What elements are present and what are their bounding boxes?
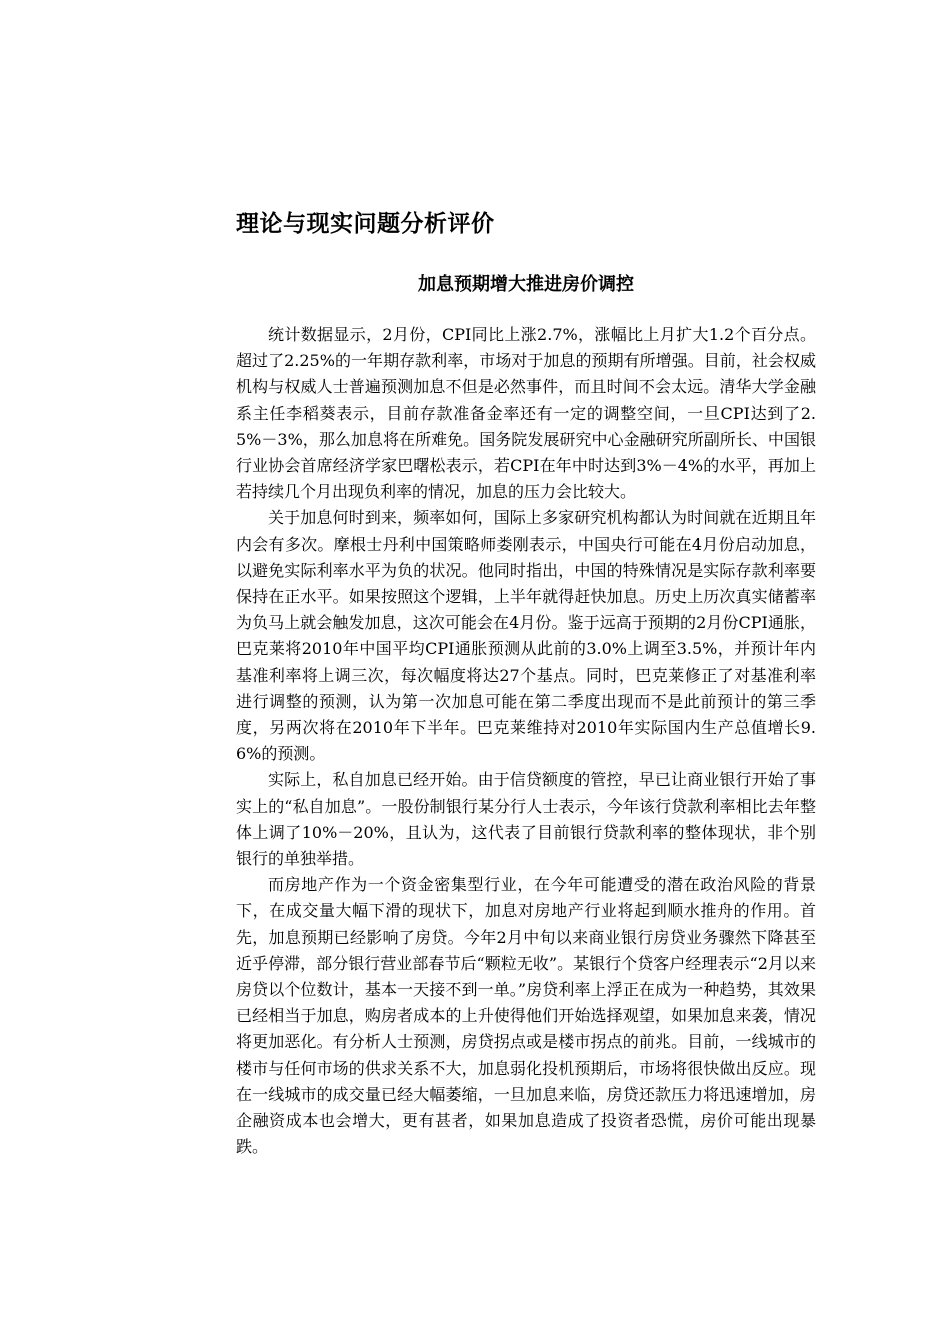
- paragraph: 实际上，私自加息已经开始。由于信贷额度的管控，早已让商业银行开始了事实上的“私自加息”。一股份制银行某分行人士表示，今年该行贷款利率相比去年整体上调了10%－20%，且认为，这代表了目前银行贷款利率的整体现状，非个别银行的单独举措。: [236, 770, 816, 869]
- paragraph: 关于加息何时到来，频率如何，国际上多家研究机构都认为时间就在近期且年内会有多次。摩根士丹利中国策略师娄刚表示，中国央行可能在4月份启动加息，以避免实际利率水平为负的状况。他同时指出，中国的特殊情况是实际存款利率要保持在正水平。如果按照这个逻辑，上半年就得赶快加息。历史上历次真实储蓄率为负马上就会触发加息，这次可能会在4月份。鉴于远高于预期的2月份CPI通胀，巴克莱将2010年中国平均CPI通胀预测从此前的3.0%上调至3.5%，并预计年内基准利率将上调三次，每次幅度将达27个基点。同时，巴克莱修正了对基准利率进行调整的预测，认为第一次加息可能在第二季度出现而不是此前预计的第三季度，另两次将在2010年下半年。巴克莱维持对2010年实际国内生产总值增长9.6%的预测。: [236, 508, 816, 764]
- section-title: 理论与现实问题分析评价: [236, 211, 495, 237]
- article-title: 加息预期增大推进房价调控: [418, 274, 634, 295]
- paragraph: 统计数据显示，2月份，CPI同比上涨2.7%，涨幅比上月扩大1.2个百分点。超过了2.25%的一年期存款利率，市场对于加息的预期有所增强。目前，社会权威机构与权威人士普遍预测加息不但是必然事件，而且时间不会太远。清华大学金融系主任李稻葵表示，目前存款准备金率还有一定的调整空间，一旦CPI达到了2.5%－3%，那么加息将在所难免。国务院发展研究中心金融研究所副所长、中国银行业协会首席经济学家巴曙松表示，若CPI在年中时达到3%－4%的水平，再加上若持续几个月出现负利率的情况，加息的压力会比较大。: [236, 325, 816, 502]
- paragraph: 而房地产作为一个资金密集型行业，在今年可能遭受的潜在政治风险的背景下，在成交量大幅下滑的现状下，加息对房地产行业将起到顺水推舟的作用。首先，加息预期已经影响了房贷。今年2月中旬以来商业银行房贷业务骤然下降甚至近乎停滞，部分银行营业部春节后“颗粒无收”。某银行个贷客户经理表示“2月以来房贷以个位数计，基本一天接不到一单。”房贷利率上浮正在成为一种趋势，其效果已经相当于加息，购房者成本的上升使得他们开始选择观望，如果加息来袭，情况将更加恶化。有分析人士预测，房贷拐点或是楼市拐点的前兆。目前，一线城市的楼市与任何市场的供求关系不大，加息弱化投机预期后，市场将很快做出反应。现在一线城市的成交量已经大幅萎缩，一旦加息来临，房贷还款压力将迅速增加，房企融资成本也会增大，更有甚者，如果加息造成了投资者恐慌，房价可能出现暴跌。: [236, 875, 816, 1157]
- article-body: [236, 322, 816, 1161]
